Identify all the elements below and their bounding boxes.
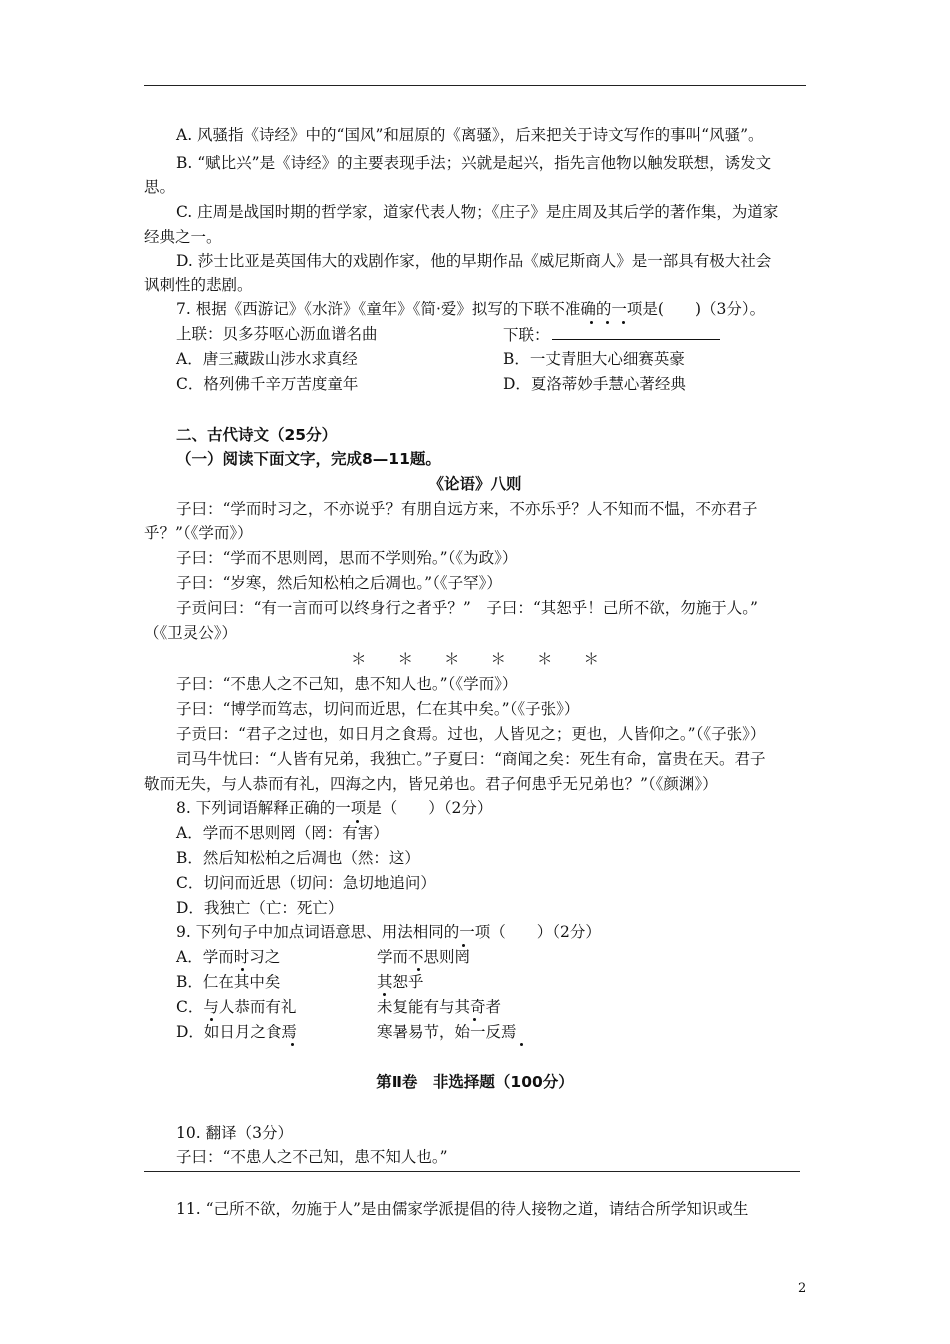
q9-option-b-right: 其恕乎 [377, 973, 424, 991]
q7-option-d: D．夏洛蒂妙手慧心著经典 [503, 375, 686, 393]
q9-option-d-right: 寒暑易节，始一反焉 [377, 1023, 517, 1041]
q9-stem: 9. 下列句子中加点词语意思、用法相同的一项（ ）（2分） [176, 923, 601, 941]
q9-option-c-left: C．与人恭而有礼 [176, 998, 297, 1016]
passage-line-2: 乎？”（《学而》） [144, 524, 253, 542]
q6-option-d-line2: 讽刺性的悲剧。 [144, 276, 253, 294]
q11-stem: 11. “己所不欲，勿施于人”是由儒家学派提倡的待人接物之道，请结合所学知识或生 [176, 1200, 749, 1218]
q7-option-b: B．一丈青胆大心细赛英豪 [503, 350, 685, 368]
section2-subtitle: （一）阅读下面文字，完成8—11题。 [176, 450, 441, 468]
emphasis-dot [291, 1043, 294, 1046]
q7-stem: 7. 根据《西游记》《水浒》《童年》《简·爱》拟写的下联不准确的一项是( )（3分）。 [176, 300, 766, 318]
q9-option-b-left: B．仁在其中矣 [176, 973, 281, 991]
q7-answer-blank [552, 323, 720, 340]
passage-line-10: 司马牛忧曰：“人皆有兄弟，我独亡。”子夏曰：“商闻之矣：死生有命，富贵在天。君子 [176, 750, 766, 768]
passage-line-9: 子贡曰：“君子之过也，如日月之食焉。过也，人皆见之；更也，人皆仰之。”（《子张》） [176, 725, 766, 743]
page-number: 2 [798, 1281, 807, 1296]
q7-upper-couplet: 上联：贝多芬呕心沥血谱名曲 [176, 325, 378, 343]
q9-option-d-left: D．如日月之食焉 [176, 1023, 297, 1041]
q7-option-a: A．唐三藏跋山涉水求真经 [176, 350, 358, 368]
passage-line-7: 子曰：“不患人之不己知，患不知人也。”（《学而》） [176, 675, 518, 693]
q6-option-b-line1: B. “赋比兴”是《诗经》的主要表现手法；兴就是起兴，指先言他物以触发联想，诱发文 [176, 154, 772, 172]
passage-title: 《论语》八则 [428, 475, 522, 493]
q7-lower-couplet [503, 323, 720, 346]
q6-option-b-line2: 思。 [144, 178, 176, 196]
section-divider-stars: ＊ ＊ ＊ ＊ ＊ ＊ [350, 650, 599, 668]
q8-option-c: C．切问而近思（切问：急切地追问） [176, 874, 436, 892]
passage-line-6: （《卫灵公》） [144, 624, 238, 642]
q7-lower-label: 下联： [503, 326, 550, 344]
q9-option-c-right: 未复能有与其奇者 [377, 998, 502, 1016]
q10-sentence: 子曰：“不患人之不己知，患不知人也。” [176, 1148, 448, 1166]
q6-option-d-line1: D. 莎士比亚是英国伟大的戏剧作家，他的早期作品《威尼斯商人》是一部具有极大社会 [176, 252, 772, 270]
passage-line-1: 子曰：“学而时习之，不亦说乎？有朋自远方来，不亦乐乎？人不知而不愠，不亦君子 [176, 500, 758, 518]
passage-line-4: 子曰：“岁寒，然后知松柏之后凋也。”（《子罕》） [176, 574, 502, 592]
q9-option-a-right: 学而不思则罔 [377, 948, 471, 966]
passage-line-3: 子曰：“学而不思则罔，思而不学则殆。”（《为政》） [176, 549, 518, 567]
q8-option-d: D．我独亡（亡：死亡） [176, 899, 344, 917]
q10-stem: 10. 翻译（3分） [176, 1124, 293, 1142]
emphasis-dot [520, 1043, 523, 1046]
passage-line-5: 子贡问曰：“有一言而可以终身行之者乎？” 子曰：“其恕乎！己所不欲，勿施于人。” [176, 599, 758, 617]
section2-title: 二、古代诗文（25分） [176, 426, 338, 444]
header-rule [144, 85, 806, 86]
passage-line-8: 子曰：“博学而笃志，切问而近思，仁在其中矣。”（《子张》） [176, 700, 580, 718]
q6-option-c-line2: 经典之一。 [144, 228, 222, 246]
q6-option-c-line1: C. 庄周是战国时期的哲学家，道家代表人物；《庄子》是庄周及其后学的著作集，为道家 [176, 203, 779, 221]
q8-option-b: B．然后知松柏之后凋也（然：这） [176, 849, 420, 867]
answer-line [144, 1171, 800, 1172]
part2-title: 第Ⅱ卷 非选择题（100分） [376, 1073, 574, 1091]
q8-option-a: A．学而不思则罔（罔：有害） [176, 824, 389, 842]
q8-stem: 8. 下列词语解释正确的一项是（ ）（2分） [176, 799, 493, 817]
q6-option-a: A. 风骚指《诗经》中的“国风”和屈原的《离骚》，后来把关于诗文写作的事叫“风骚”。 [176, 126, 764, 144]
q9-option-a-left: A．学而时习之 [176, 948, 281, 966]
passage-line-11: 敬而无失，与人恭而有礼，四海之内，皆兄弟也。君子何患乎无兄弟也？”（《颜渊》） [144, 775, 718, 793]
q7-option-c: C．格列佛千辛万苦度童年 [176, 375, 359, 393]
